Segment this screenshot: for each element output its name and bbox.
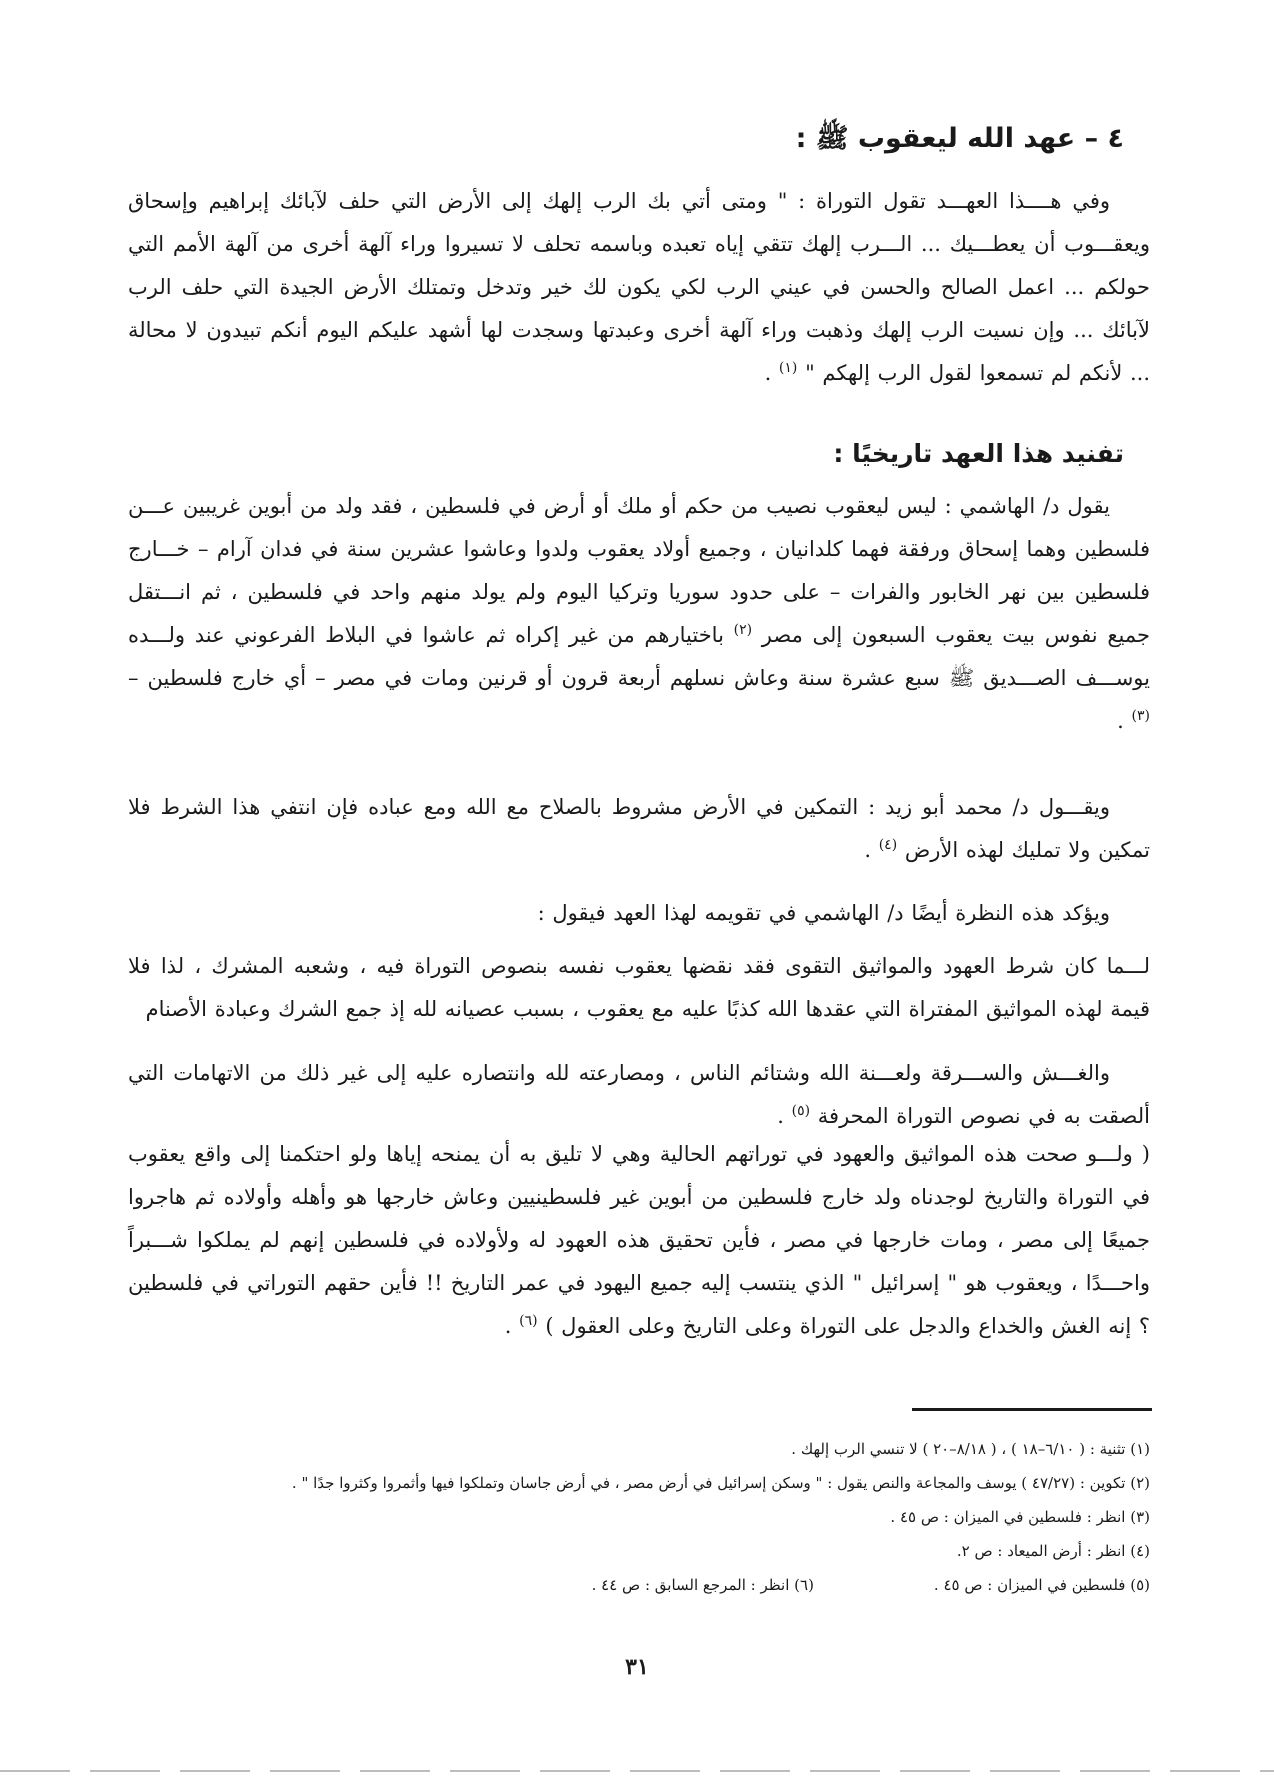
footnote-ref: (١) (778, 360, 798, 376)
footnote-1: (١) تثنية : ( ٦/١٠–١٨ ) ، ( ٨/١٨–٢٠ ) لا تنسي الرب إلهك . (791, 1440, 1150, 1458)
paragraph-covenant-quote: وفي هــــذا العهـــد تقول التوراة : " ومتى أتي بك الرب إلهك إلى الأرض التي حلف لآبائك إبراهيم وإسحاق ويعقـــوب أن يعطـــيك ... الـــرب إلهك تتقي إياه تعبده وباسمه تحلف لا تسيروا وراء آلهة أخرى من آلهة الأمم التي حولكم ... اعمل الصالح والحسن في عيني الرب لكي يكون لك خير وتدخل وتمتلك الأرض الجيدة التي حلف الرب لآبائك ... وإن نسيت الرب إلهك وذهبت وراء آلهة أخرى وعبدتها وسجدت لها أشهد عليكم اليوم أنكم تبيدون لا محالة ... لأنكم لم تسمعوا لقول الرب إلهكم " $^{(١)}$ . (128, 189, 1150, 385)
paragraph-text: وفي هــــذا العهـــد تقول التوراة : " ومتى أتي بك الرب إلهك إلى الأرض التي حلف لآبائك إبراهيم وإسحاق ويعقـــوب أن يعطـــيك ... الـــرب إلهك تتقي إياه تعبده وباسمه تحلف لا تسيروا وراء آلهة أخرى من آلهة الأمم التي حولكم ... اعمل الصالح والحسن في عيني الرب لكي يكون لك خير وتدخل وتمتلك الأرض الجيدة التي حلف الرب لآبائك ... وإن نسيت الرب إلهك وذهبت وراء آلهة أخرى وعبدتها وسجدت لها أشهد عليكم اليوم أنكم تبيدون لا محالة ... لأنكم لم تسمعوا لقول الرب إلهكم " (128, 189, 1150, 385)
paragraph-assessment-intro (128, 892, 1150, 935)
paragraph-assessment (128, 945, 1150, 1031)
paragraph-text: باختيارهم من غير إكراه ثم عاشوا في البلاط الفرعوني عند ولـــده يوســـف الصـــديق ﷺ سبع عشرة سنة وعاش نسلهم أربعة قرون أو قرنين ومات في مصر – أي خارج فلسطين – (128, 623, 1150, 690)
footnotes (128, 1432, 1150, 1602)
paragraph-text: لـــما كان شرط العهود والمواثيق التقوى فقد نقضها يعقوب نفسه بنصوص التوراة فيه ، وشعبه المشرك ، لذا فلا قيمة لهذه المواثيق المفتراة التي عقدها الله كذبًا عليه مع يعقوب ، بسبب عصيانه لله إذ جمع الشرك وعبادة الأصنام (128, 954, 1150, 1021)
footnote-ref: (٥) (791, 1103, 811, 1119)
paragraph-abu-zaid: ويقـــول د/ محمد أبو زيد : التمكين في الأرض مشروط بالصلاح مع الله ومع عباده فإن انتفي هذا الشرط فلا تمكين ولا تمليك لهذه الأرض $^{(٤)}$ . (128, 795, 1150, 862)
section-heading: ٤ – عهد الله ليعقوب ﷺ : (795, 123, 1124, 154)
paragraph-hashemi: يقول د/ الهاشمي : ليس ليعقوب نصيب من حكم أو ملك أو أرض في فلسطين ، فقد ولد من أبوين غريبين عـــن فلسطين وهما إسحاق ورفقة فهما كلدانيان ، وجميع أولاد يعقوب ولدوا وعاشوا عشرين سنة في فدان آرام – خـــارج فلسطين بين نهر الخابور والفرات – على حدود سوريا وتركيا اليوم ولم يولد منهم واحد في فلسطين ، ثم انـــتقل جميع نفوس بيت يعقوب السبعون إلى مصر $^{(٢)}$ باختيارهم من غير إكراه ثم عاشوا في البلاط الفرعوني عند ولـــده يوســـف الصـــديق ﷺ سبع عشرة سنة وعاش نسلهم أربعة قرون أو قرنين ومات في مصر – أي خارج فلسطين – $^{(٣)}$ . (128, 494, 1150, 733)
paragraph-text: ويؤكد هذه النظرة أيضًا د/ الهاشمي في تقويمه لهذا العهد فيقول : (537, 901, 1110, 925)
footnote-5: (٥) فلسطين في الميزان : ص ٤٥ . (933, 1576, 1150, 1594)
footnote-row (128, 1568, 1150, 1602)
footnote-ref: (٦) (519, 1313, 538, 1329)
paragraph-text: ( ولـــو صحت هذه المواثيق والعهود في توراتهم الحالية وهي لا تليق به أن يمنحه إياها ولو احتكمنا إلى واقع يعقوب في التوراة والتاريخ لوجدناه ولد خارج فلسطين من أبوين غير فلسطينيين وعاش خارجها هو وأهله وأولاده ثم هاجروا جميعًا إلى مصر ، ومات خارجها في مصر ، فأين تحقيق هذه العهود له ولأولاده في فلسطين إنهم لم يملكوا شـــبراً واحـــدًا ، ويعقوب هو " إسرائيل " الذي ينتسب إليه جميع اليهود في عمر التاريخ !! فأين حقهم التوراتي في فلسطين ؟ إنه الغش والخداع والدجل على التوراة وعلى التاريخ وعلى العقول ) (128, 1142, 1150, 1338)
footnote-2: (٢) تكوين : (٤٧/٢٧ ) يوسف والمجاعة والنص يقول : " وسكن إسرائيل في أرض مصر ، في أرض جاسان وتملكوا فيها وأثمروا وكثروا جدًا " . (291, 1474, 1150, 1492)
footnote-3: (٣) انظر : فلسطين في الميزان : ص ٤٥ . (890, 1508, 1150, 1526)
paragraph-text: يقول د/ الهاشمي : ليس ليعقوب نصيب من حكم أو ملك أو أرض في فلسطين ، فقد ولد من أبوين غريبين عـــن فلسطين وهما إسحاق ورفقة فهما كلدانيان ، وجميع أولاد يعقوب ولدوا وعاشوا عشرين سنة في فدان آرام – خـــارج فلسطين بين نهر الخابور والفرات – على حدود سوريا وتركيا اليوم ولم يولد منهم واحد في فلسطين ، ثم انـــتقل جميع نفوس بيت يعقوب السبعون إلى مصر (128, 494, 1150, 647)
footnote-separator (912, 1408, 1152, 1411)
paragraph-conclusion: ( ولـــو صحت هذه المواثيق والعهود في توراتهم الحالية وهي لا تليق به أن يمنحه إياها ولو احتكمنا إلى واقع يعقوب في التوراة والتاريخ لوجدناه ولد خارج فلسطين من أبوين غير فلسطينيين وعاش خارجها هو وأهله وأولاده ثم هاجروا جميعًا إلى مصر ، ومات خارجها في مصر ، فأين تحقيق هذه العهود له ولأولاده في فلسطين إنهم لم يملكوا شـــبراً واحـــدًا ، ويعقوب هو " إسرائيل " الذي ينتسب إليه جميع اليهود في عمر التاريخ !! فأين حقهم التوراتي في فلسطين ؟ إنه الغش والخداع والدجل على التوراة وعلى التاريخ وعلى العقول ) $^{(٦)}$ . (128, 1142, 1150, 1338)
page-number: ٣١ (625, 1654, 649, 1680)
section-subheading: تفنيد هذا العهد تاريخيًا : (833, 439, 1124, 468)
paragraph-text: والغـــش والســـرقة ولعـــنة الله وشتائم الناس ، ومصارعته لله وانتصاره عليه إلى غير ذلك من الاتهامات التي ألصقت به في نصوص التوراة المحرفة (128, 1061, 1150, 1128)
footnote-ref: (٢) (733, 622, 753, 638)
footnote-ref: (٤) (878, 837, 898, 853)
paragraph-text: ويقـــول د/ محمد أبو زيد : التمكين في الأرض مشروط بالصلاح مع الله ومع عباده فإن انتفي هذا الشرط فلا تمكين ولا تمليك لهذه الأرض (128, 795, 1150, 862)
scan-border-dashes (0, 1770, 1274, 1772)
footnote-6: (٦) انظر : المرجع السابق : ص ٤٤ . (591, 1576, 814, 1594)
paragraph-accusations: والغـــش والســـرقة ولعـــنة الله وشتائم الناس ، ومصارعته لله وانتصاره عليه إلى غير ذلك من الاتهامات التي ألصقت به في نصوص التوراة المحرفة $^{(٥)}$ . (128, 1061, 1150, 1128)
footnote-ref: (٣) (1131, 708, 1150, 724)
footnote-4: (٤) انظر : أرض الميعاد : ص ٢. (956, 1542, 1150, 1560)
